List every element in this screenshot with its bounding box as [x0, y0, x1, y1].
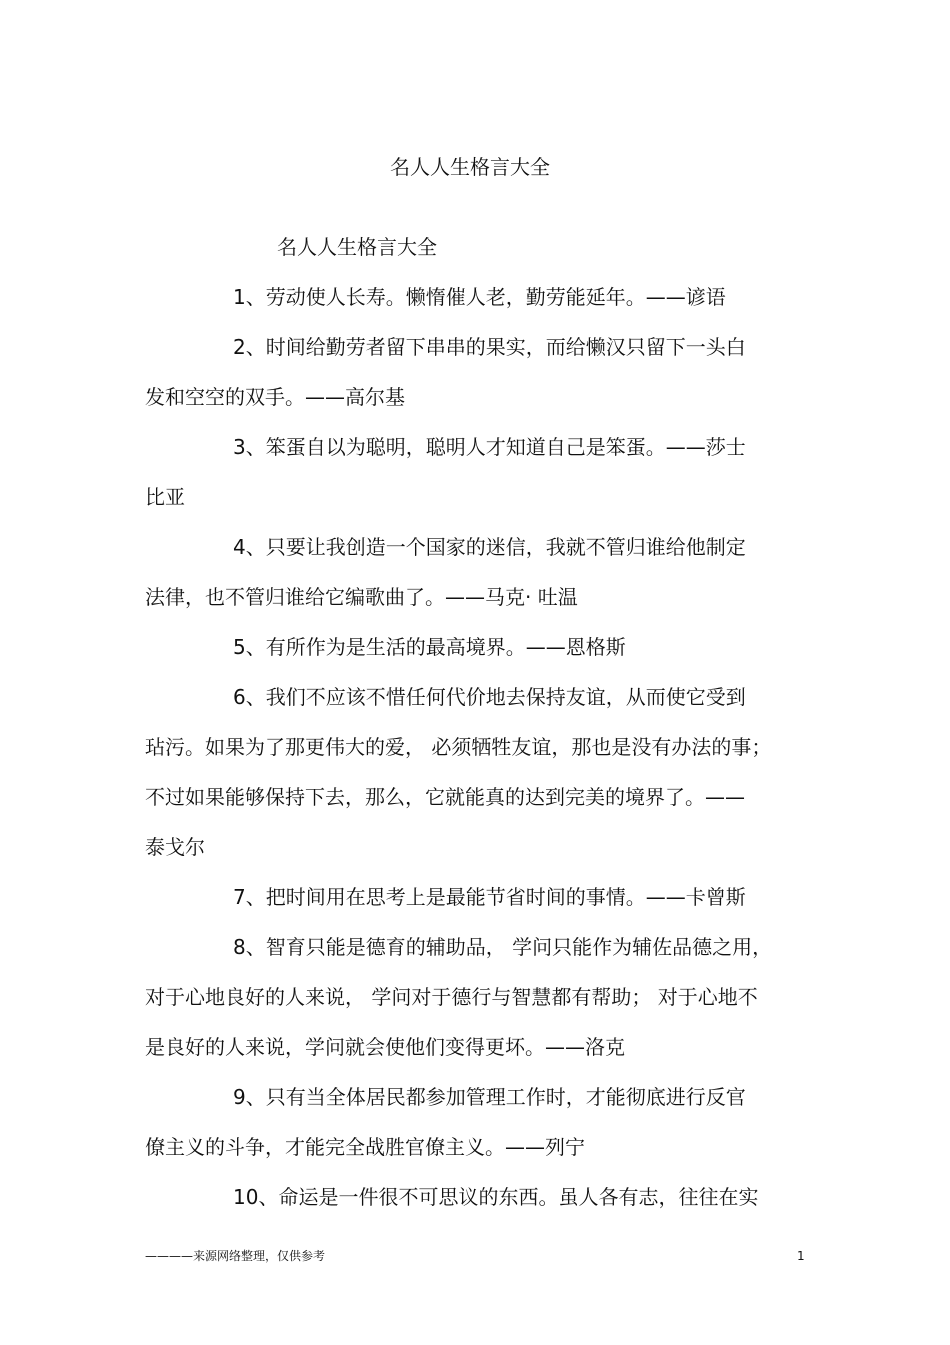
text-line: 4、只要让我创造一个国家的迷信，我就不管归谁给他制定 [233, 535, 746, 559]
footer-page-number: 1 [797, 1249, 805, 1263]
page-title: 名人人生格言大全 [390, 155, 550, 179]
text-line: 泰戈尔 [145, 835, 205, 859]
text-line: 法律，也不管归谁给它编歌曲了。——马克· 吐温 [145, 585, 578, 609]
text-line: 比亚 [145, 485, 185, 509]
document-body [145, 222, 805, 1222]
text-line: 2、时间给勤劳者留下串串的果实，而给懒汉只留下一头白 [233, 335, 746, 359]
document-subtitle: 名人人生格言大全 [277, 235, 437, 259]
footer-source-note: ————来源网络整理，仅供参考 [145, 1249, 326, 1263]
text-line: 发和空空的双手。——高尔基 [145, 385, 405, 409]
text-line: 对于心地良好的人来说， 学问对于德行与智慧都有帮助； 对于心地不 [145, 985, 758, 1009]
text-line: 9、只有当全体居民都参加管理工作时，才能彻底进行反官 [233, 1085, 746, 1109]
text-line: 1、劳动使人长寿。懒惰催人老，勤劳能延年。——谚语 [233, 285, 726, 309]
text-line: 是良好的人来说，学问就会使他们变得更坏。——洛克 [145, 1035, 625, 1059]
text-line: 10、命运是一件很不可思议的东西。虽人各有志，往往在实 [233, 1185, 759, 1209]
text-line: 5、有所作为是生活的最高境界。——恩格斯 [233, 635, 626, 659]
text-line: 3、笨蛋自以为聪明，聪明人才知道自己是笨蛋。——莎士 [233, 435, 746, 459]
text-line: 7、把时间用在思考上是最能节省时间的事情。——卡曾斯 [233, 885, 746, 909]
quote-lines [145, 272, 805, 1222]
text-line: 僚主义的斗争，才能完全战胜官僚主义。——列宁 [145, 1135, 585, 1159]
text-line: 8、智育只能是德育的辅助品， 学问只能作为辅佐品德之用， [233, 935, 773, 959]
text-line: 不过如果能够保持下去，那么，它就能真的达到完美的境界了。—— [145, 785, 745, 809]
text-line: 玷污。如果为了那更伟大的爱， 必须牺牲友谊，那也是没有办法的事； [145, 735, 772, 759]
text-line: 6、我们不应该不惜任何代价地去保持友谊，从而使它受到 [233, 685, 746, 709]
